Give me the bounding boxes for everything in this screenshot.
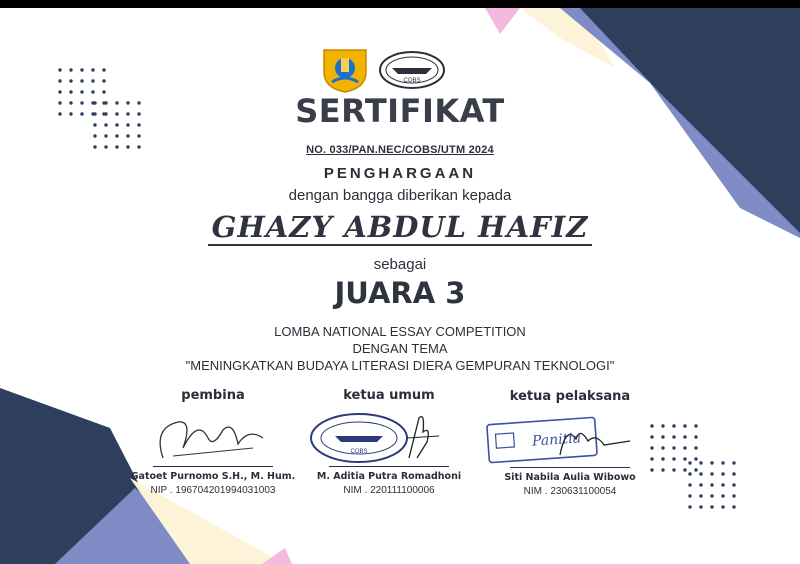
signatory-name: Siti Nabila Aulia Wibowo	[504, 472, 636, 483]
decor-dot	[710, 505, 713, 508]
decor-dot	[688, 472, 691, 475]
decor-dot	[69, 68, 72, 71]
decor-dot	[661, 457, 664, 460]
event-line-3: "MENINGKATKAN BUDAYA LITERASI DIERA GEMPURAN TEKNOLOGI"	[185, 358, 615, 373]
decor-dot	[69, 79, 72, 82]
decor-dot	[80, 68, 83, 71]
decor-dot	[699, 483, 702, 486]
decor-dot	[672, 435, 675, 438]
signatory-role: ketua umum	[343, 388, 435, 403]
decor-dot	[58, 68, 61, 71]
decor-dot	[710, 494, 713, 497]
decor-dot	[683, 457, 686, 460]
decor-dot	[661, 435, 664, 438]
event-description	[0, 323, 800, 374]
signature-stamp-image	[480, 409, 660, 467]
signatory-name: Gatoet Purnomo S.H., M. Hum.	[130, 471, 296, 482]
svg-text:COBS: COBS	[350, 449, 368, 455]
decor-dot	[710, 472, 713, 475]
certificate	[0, 8, 800, 564]
svg-text:Panitia: Panitia	[531, 430, 582, 450]
as-text: sebagai	[373, 256, 427, 273]
logo-group	[320, 44, 448, 94]
event-line-1: LOMBA NATIONAL ESSAY COMPETITION	[274, 324, 526, 339]
decor-dot	[102, 79, 105, 82]
signatory-ketua-pelaksana	[480, 389, 660, 497]
decor-dot	[732, 483, 735, 486]
decor-dot	[683, 435, 686, 438]
decor-dot	[710, 483, 713, 486]
decor-dot	[721, 483, 724, 486]
signature-image	[123, 408, 303, 466]
certificate-title: SERTIFIKAT	[295, 92, 505, 130]
event-line-2: DENGAN TEMA	[352, 341, 448, 356]
decor-dot	[104, 134, 107, 137]
decor-dot	[694, 424, 697, 427]
decor-dot	[732, 461, 735, 464]
pink-triangle-top	[485, 8, 520, 34]
signature-stamp-image	[299, 408, 479, 466]
decor-dot	[661, 468, 664, 471]
signatory-id: NIM . 220111100006	[343, 485, 435, 496]
decor-dot	[93, 134, 96, 137]
decor-dot	[694, 435, 697, 438]
given-to-text: dengan bangga diberikan kepada	[288, 187, 512, 204]
decor-dot	[699, 505, 702, 508]
decor-dot	[102, 68, 105, 71]
signatory-id: NIP . 196704201994031003	[150, 485, 276, 496]
decor-dot	[683, 424, 686, 427]
decor-dot	[721, 472, 724, 475]
decor-dot	[672, 446, 675, 449]
decor-dot	[126, 134, 129, 137]
decor-dot	[137, 134, 140, 137]
recipient-name-text: GHAZY ABDUL HAFIZ	[208, 210, 593, 246]
signature-line	[153, 466, 273, 467]
decor-dot	[672, 457, 675, 460]
decor-dot	[688, 505, 691, 508]
cobs-community-logo	[380, 52, 444, 88]
decor-dot	[683, 446, 686, 449]
decor-dot	[688, 494, 691, 497]
decor-dot	[672, 468, 675, 471]
decor-dot	[699, 461, 702, 464]
decor-dot	[115, 134, 118, 137]
decor-dot	[732, 494, 735, 497]
decor-dot	[661, 424, 664, 427]
signature-line	[510, 467, 630, 468]
signatory-ketua-umum	[299, 388, 479, 496]
decor-dot	[661, 446, 664, 449]
decor-dot	[694, 457, 697, 460]
decor-dot	[91, 68, 94, 71]
rank-title: JUARA 3	[334, 276, 466, 310]
dot-grid-bottom-right	[650, 424, 735, 508]
decor-dot	[91, 79, 94, 82]
decor-dot	[683, 468, 686, 471]
decor-dot	[721, 505, 724, 508]
signatory-name: M. Aditia Putra Romadhoni	[316, 471, 462, 482]
decor-dot	[688, 461, 691, 464]
certificate-number: NO. 033/PAN.NEC/COBS/UTM 2024	[306, 144, 494, 156]
signatory-role: pembina	[181, 388, 245, 403]
decor-dot	[80, 79, 83, 82]
decor-dot	[721, 461, 724, 464]
decor-dot	[694, 468, 697, 471]
university-shield-logo	[324, 50, 366, 92]
decor-dot	[672, 424, 675, 427]
decor-dot	[688, 483, 691, 486]
decor-dot	[710, 461, 713, 464]
award-heading: PENGHARGAAN	[323, 165, 477, 182]
decor-dot	[732, 505, 735, 508]
signatory-role: ketua pelaksana	[509, 389, 631, 404]
recipient-name	[0, 210, 800, 244]
signatory-id: NIM . 230631100054	[523, 486, 617, 497]
decor-dot	[721, 494, 724, 497]
decor-dot	[694, 446, 697, 449]
signature-line	[329, 466, 449, 467]
signatory-pembina	[123, 388, 303, 496]
decor-dot	[699, 494, 702, 497]
decor-dot	[699, 472, 702, 475]
decor-dot	[732, 472, 735, 475]
svg-text:COBS: COBS	[403, 78, 421, 84]
decor-dot	[58, 79, 61, 82]
